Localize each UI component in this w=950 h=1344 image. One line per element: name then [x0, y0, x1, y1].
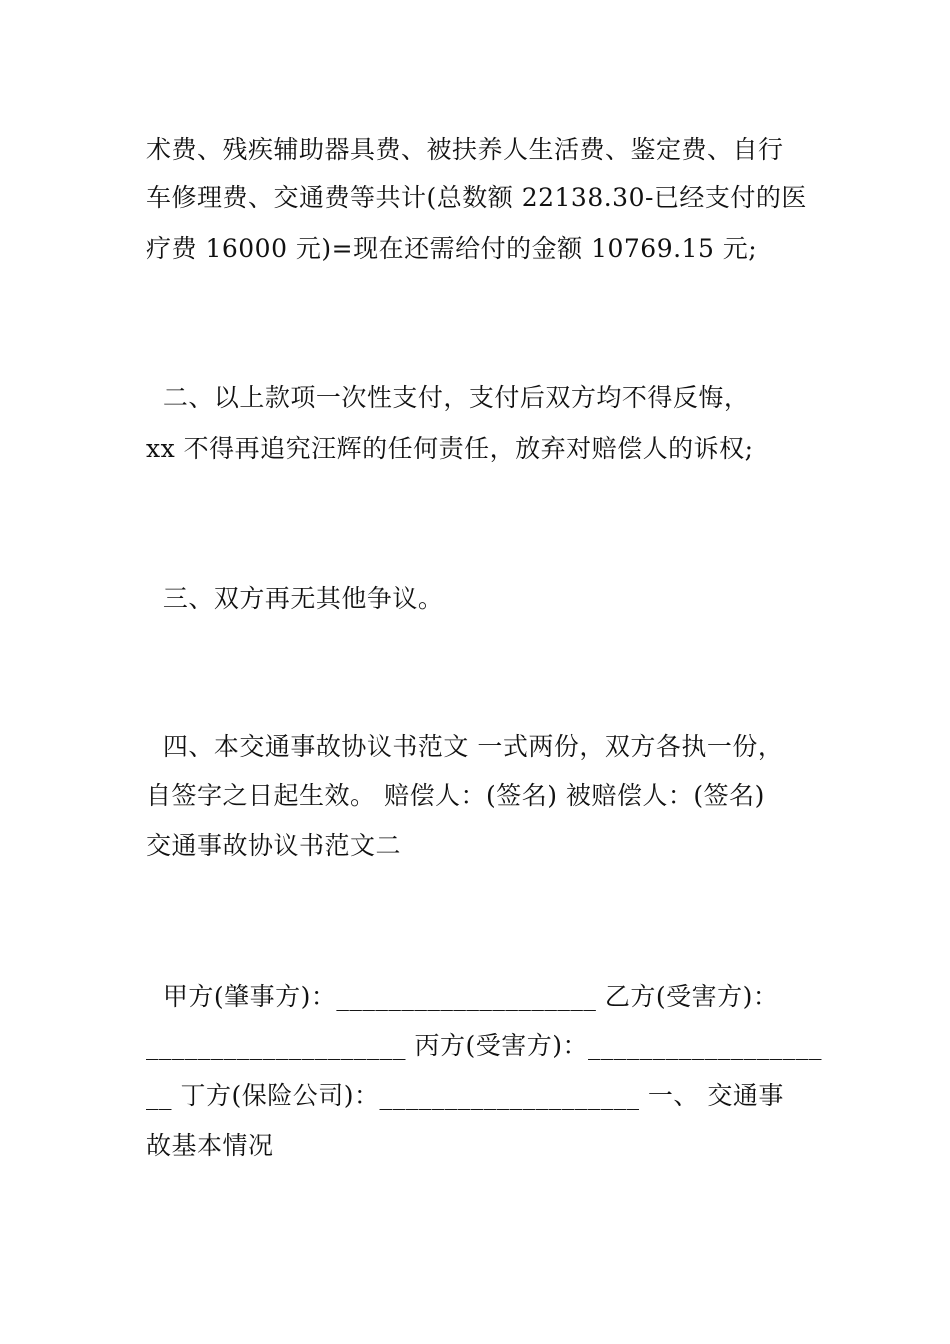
text-line-5: xx 不得再追究汪辉的任何责任，放弃对赔偿人的诉权;: [146, 434, 754, 463]
text-line-7: 四、本交通事故协议书范文 一式两份，双方各执一份，: [146, 732, 784, 761]
text-line-11: ____________________ 丙方(受害方)：__________________: [146, 1031, 822, 1060]
text-line-2: 车修理费、交通费等共计(总数额 22138.30-已经支付的医: [146, 183, 807, 212]
text-line-8: 自签字之日起生效。 赔偿人：(签名) 被赔偿人：(签名): [146, 781, 765, 810]
text-line-4: 二、以上款项一次性支付，支付后双方均不得反悔，: [146, 383, 750, 412]
text-line-12: __ 丁方(保险公司)：____________________ 一、 交通事: [146, 1081, 784, 1110]
text-line-10: 甲方(肇事方)：____________________ 乙方(受害方)：: [146, 982, 779, 1011]
text-line-9: 交通事故协议书范文二: [146, 831, 402, 860]
text-line-1: 术费、残疾辅助器具费、被扶养人生活费、鉴定费、自行: [146, 135, 784, 164]
text-line-3: 疗费 16000 元)=现在还需给付的金额 10769.15 元;: [146, 234, 758, 263]
text-line-6: 三、双方再无其他争议。: [146, 584, 444, 613]
text-line-13: 故基本情况: [146, 1131, 274, 1160]
